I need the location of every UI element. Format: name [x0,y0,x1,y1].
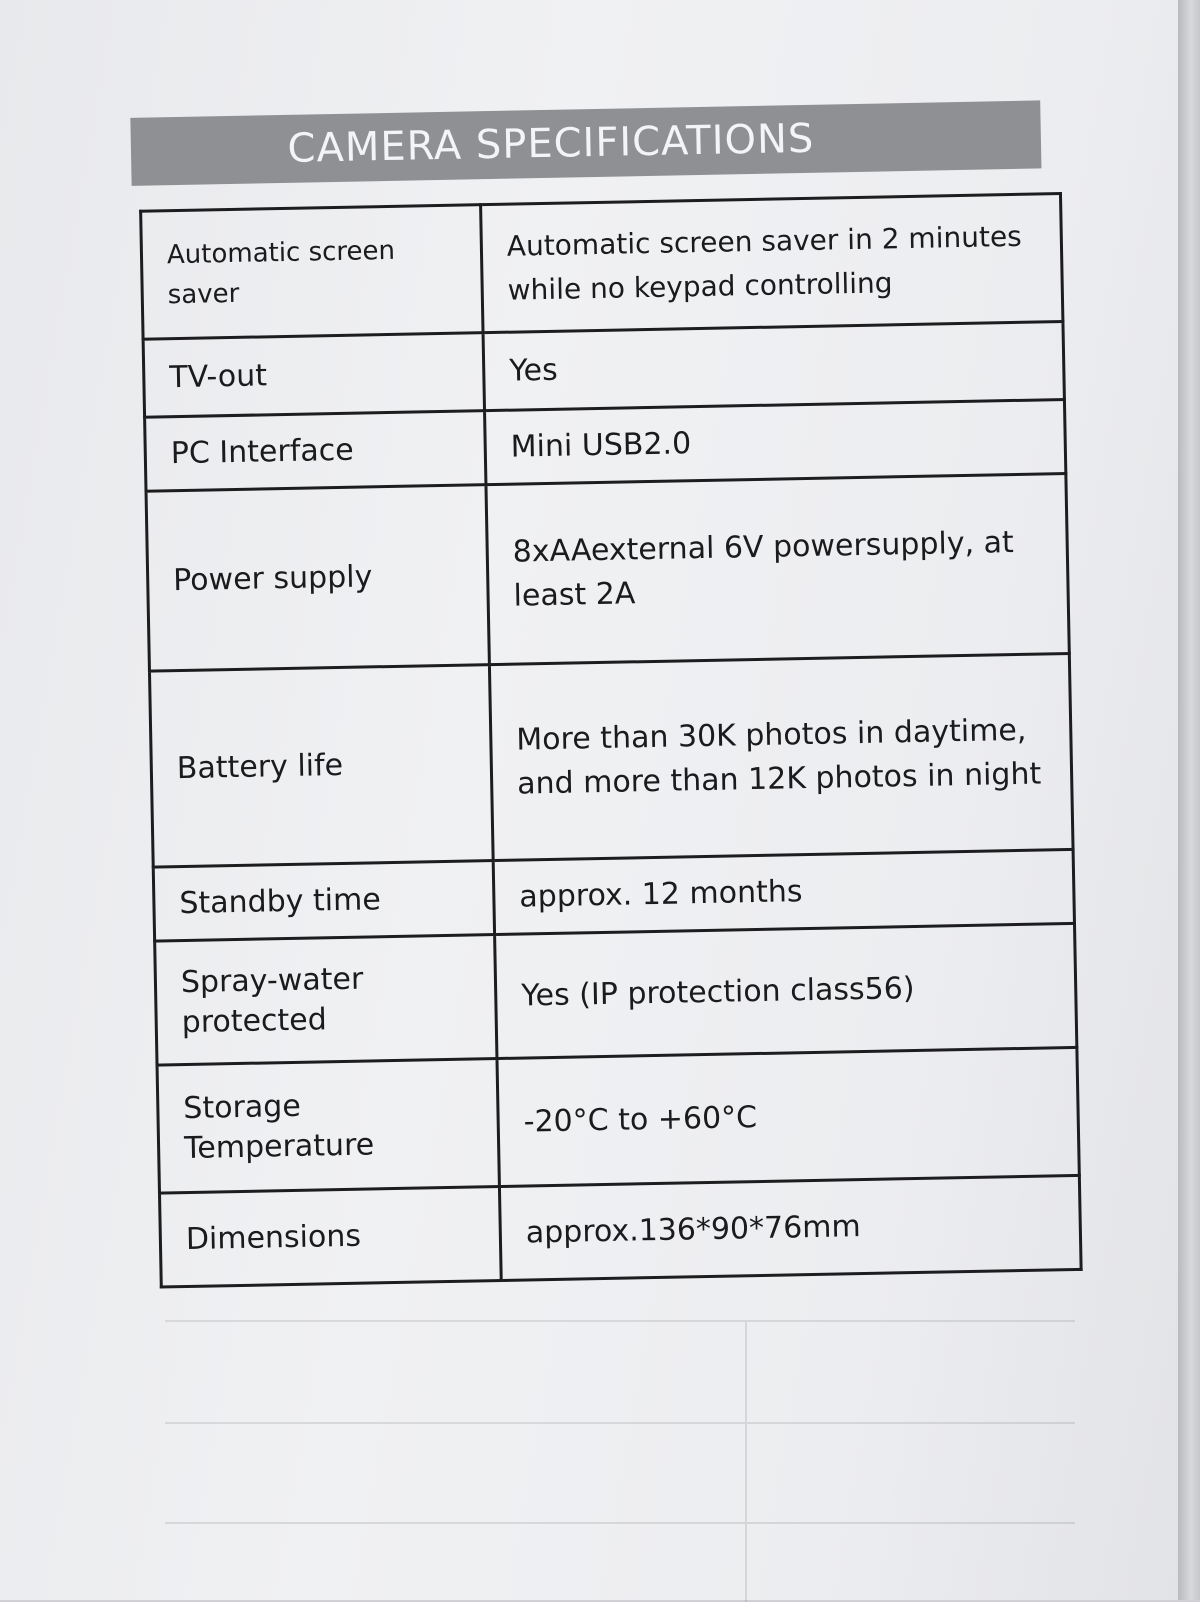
spec-label: Storage Temperature [157,1059,499,1194]
spec-label: Standby time [153,861,494,942]
ghost-divider [745,1322,747,1602]
spec-table [139,192,1083,1289]
table-row [141,194,1063,340]
table-row [159,1175,1081,1287]
spec-value: Automatic screen saver in 2 minutes while no keypad controlling [481,194,1063,333]
show-through-table [165,1320,1075,1602]
spec-value: Yes (IP protection class56) [495,923,1077,1058]
page-title: CAMERA SPECIFICATIONS [287,115,815,172]
spec-label: PC Interface [145,411,486,492]
spec-value: Mini USB2.0 [485,400,1066,485]
spec-label: Power supply [146,485,489,671]
spec-label: Spray-water protected [155,935,497,1066]
spec-label: Dimensions [159,1187,501,1288]
table-row [149,653,1073,867]
ghost-rule [165,1522,1075,1524]
spec-value: Yes [483,322,1064,411]
spec-value: -20°C to +60°C [497,1047,1079,1186]
spec-label: Battery life [149,665,493,867]
spec-label: TV-out [143,333,484,418]
table-row [155,923,1077,1065]
table-row [146,474,1069,672]
table-row [157,1047,1079,1193]
spec-value: approx.136*90*76mm [499,1175,1081,1280]
spec-label: Automatic screen saver [141,205,483,340]
spec-section [125,82,1089,1340]
spec-value: 8xAAexternal 6V powersupply, at least 2A [486,474,1069,665]
title-banner [130,100,1041,185]
spec-value: approx. 12 months [493,849,1074,934]
ghost-rule [165,1422,1075,1424]
page-edge [1178,0,1200,1600]
spec-value: More than 30K photos in daytime, and more than 12K photos in night [489,653,1073,860]
